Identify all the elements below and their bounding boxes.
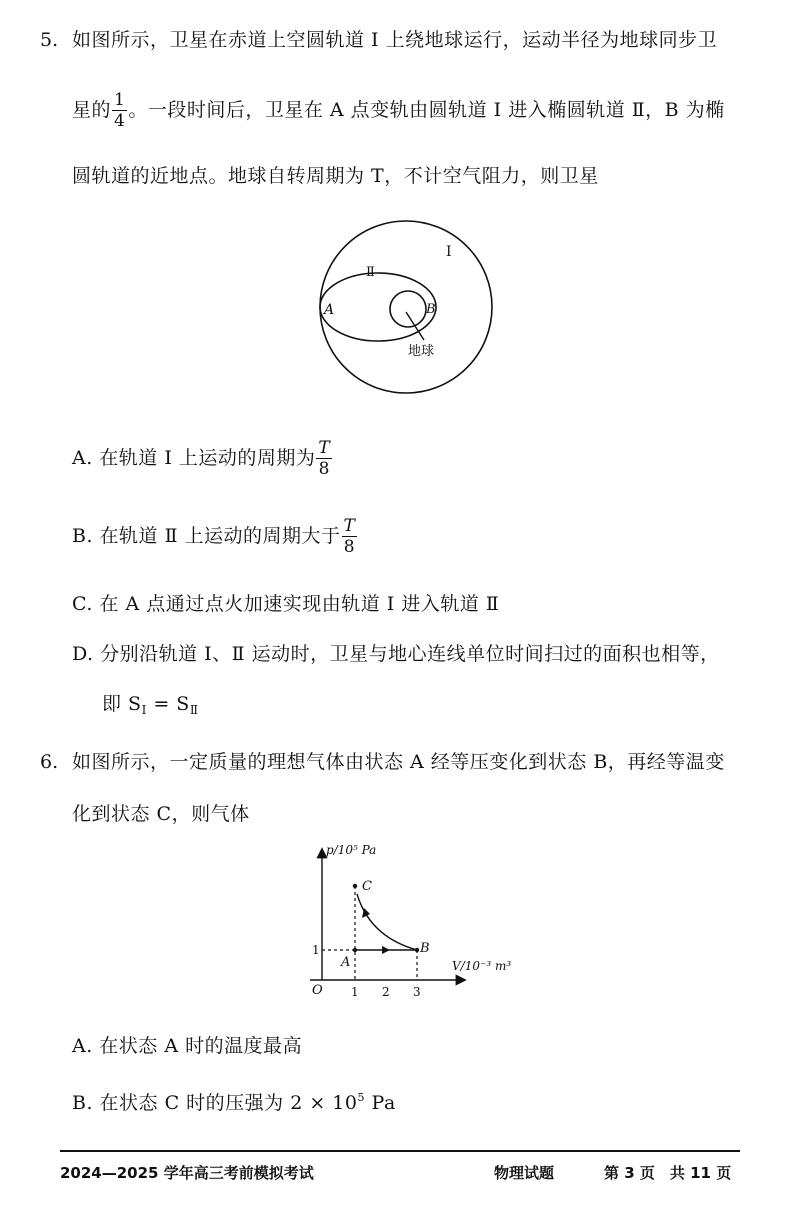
x-axis-label: V/10⁻³ m³: [452, 959, 512, 973]
x-tick-3: 3: [413, 985, 421, 999]
q5-option-d-line1: D. 分别沿轨道 Ⅰ、Ⅱ 运动时，卫星与地心连线单位时间扫过的面积也相等，: [72, 643, 720, 665]
footer-rule: [60, 1150, 740, 1152]
q5-option-a-fraction: $\frac{T}{8}$: [318, 438, 331, 479]
label-point-B: B: [426, 302, 436, 317]
q5-stem-line2: [72, 92, 725, 130]
q6-pv-graph: [300, 842, 550, 1002]
label-point-A: A: [324, 302, 335, 318]
q5-line2-post: 。一段时间后，卫星在 A 点变轨由圆轨道 Ⅰ 进入椭圆轨道 Ⅱ，B 为椭: [128, 99, 725, 121]
question-6-number: 6.: [40, 751, 59, 773]
origin-label: O: [312, 983, 323, 998]
direction-arrow-ab: [382, 946, 390, 954]
x-tick-1: 1: [351, 985, 359, 999]
point-A-dot: [353, 948, 357, 952]
point-B-dot: [415, 948, 419, 952]
point-C-label: C: [362, 879, 372, 894]
q5-option-c: C. 在 A 点通过点火加速实现由轨道 Ⅰ 进入轨道 Ⅱ: [72, 593, 500, 615]
q5-option-b: B. 在轨道 Ⅱ 上运动的周期大于 $\frac{T}{8}$: [72, 516, 356, 557]
x-tick-2: 2: [382, 985, 390, 999]
label-orbit-1: Ⅰ: [446, 244, 452, 260]
orbit-1-circle: [320, 221, 492, 393]
question-5-number: 5.: [40, 29, 59, 51]
label-earth: 地球: [408, 344, 435, 359]
point-B-label: B: [420, 941, 430, 956]
q5-stem-line1: 如图所示，卫星在赤道上空圆轨道 Ⅰ 上绕地球运行，运动半径为地球同步卫: [72, 29, 718, 51]
point-A-label: A: [341, 955, 351, 970]
y-axis-label: p/10⁵ Pa: [326, 843, 377, 857]
isothermal-b-to-c: [357, 894, 417, 950]
q5-orbit-figure: [316, 212, 516, 402]
q5-option-b-fraction: $\frac{T}{8}$: [343, 516, 356, 557]
q5-fraction-one-quarter: $\frac{1}{4}$: [114, 90, 126, 131]
q5-stem-line3: 圆轨道的近地点。地球自转周期为 T，不计空气阻力，则卫星: [72, 165, 599, 187]
q5-line2-pre: 星的: [72, 99, 112, 121]
point-C-dot: [353, 884, 357, 888]
footer-exam-title: 2024—2025 学年高三考前模拟考试: [60, 1164, 314, 1182]
q6-option-a: A. 在状态 A 时的温度最高: [72, 1035, 303, 1057]
q6-stem-line1: 如图所示，一定质量的理想气体由状态 A 经等压变化到状态 B，再经等温变: [72, 751, 725, 773]
footer-page-number: 第 3 页 共 11 页: [604, 1164, 732, 1182]
q5-option-d-line2: 即 $S_Ⅰ = S_Ⅱ$: [102, 693, 199, 717]
y-tick-1: 1: [312, 943, 320, 957]
footer-subject: 物理试题: [494, 1164, 555, 1182]
label-orbit-2: Ⅱ: [366, 265, 375, 280]
q5-option-a: A. 在轨道 Ⅰ 上运动的周期为 $\frac{T}{8}$: [72, 438, 331, 479]
q6-stem-line2: 化到状态 C，则气体: [72, 803, 250, 825]
q6-option-b: B. 在状态 C 时的压强为 $2 \times 10^5$ Pa: [72, 1091, 396, 1114]
earth-circle: [390, 291, 426, 327]
